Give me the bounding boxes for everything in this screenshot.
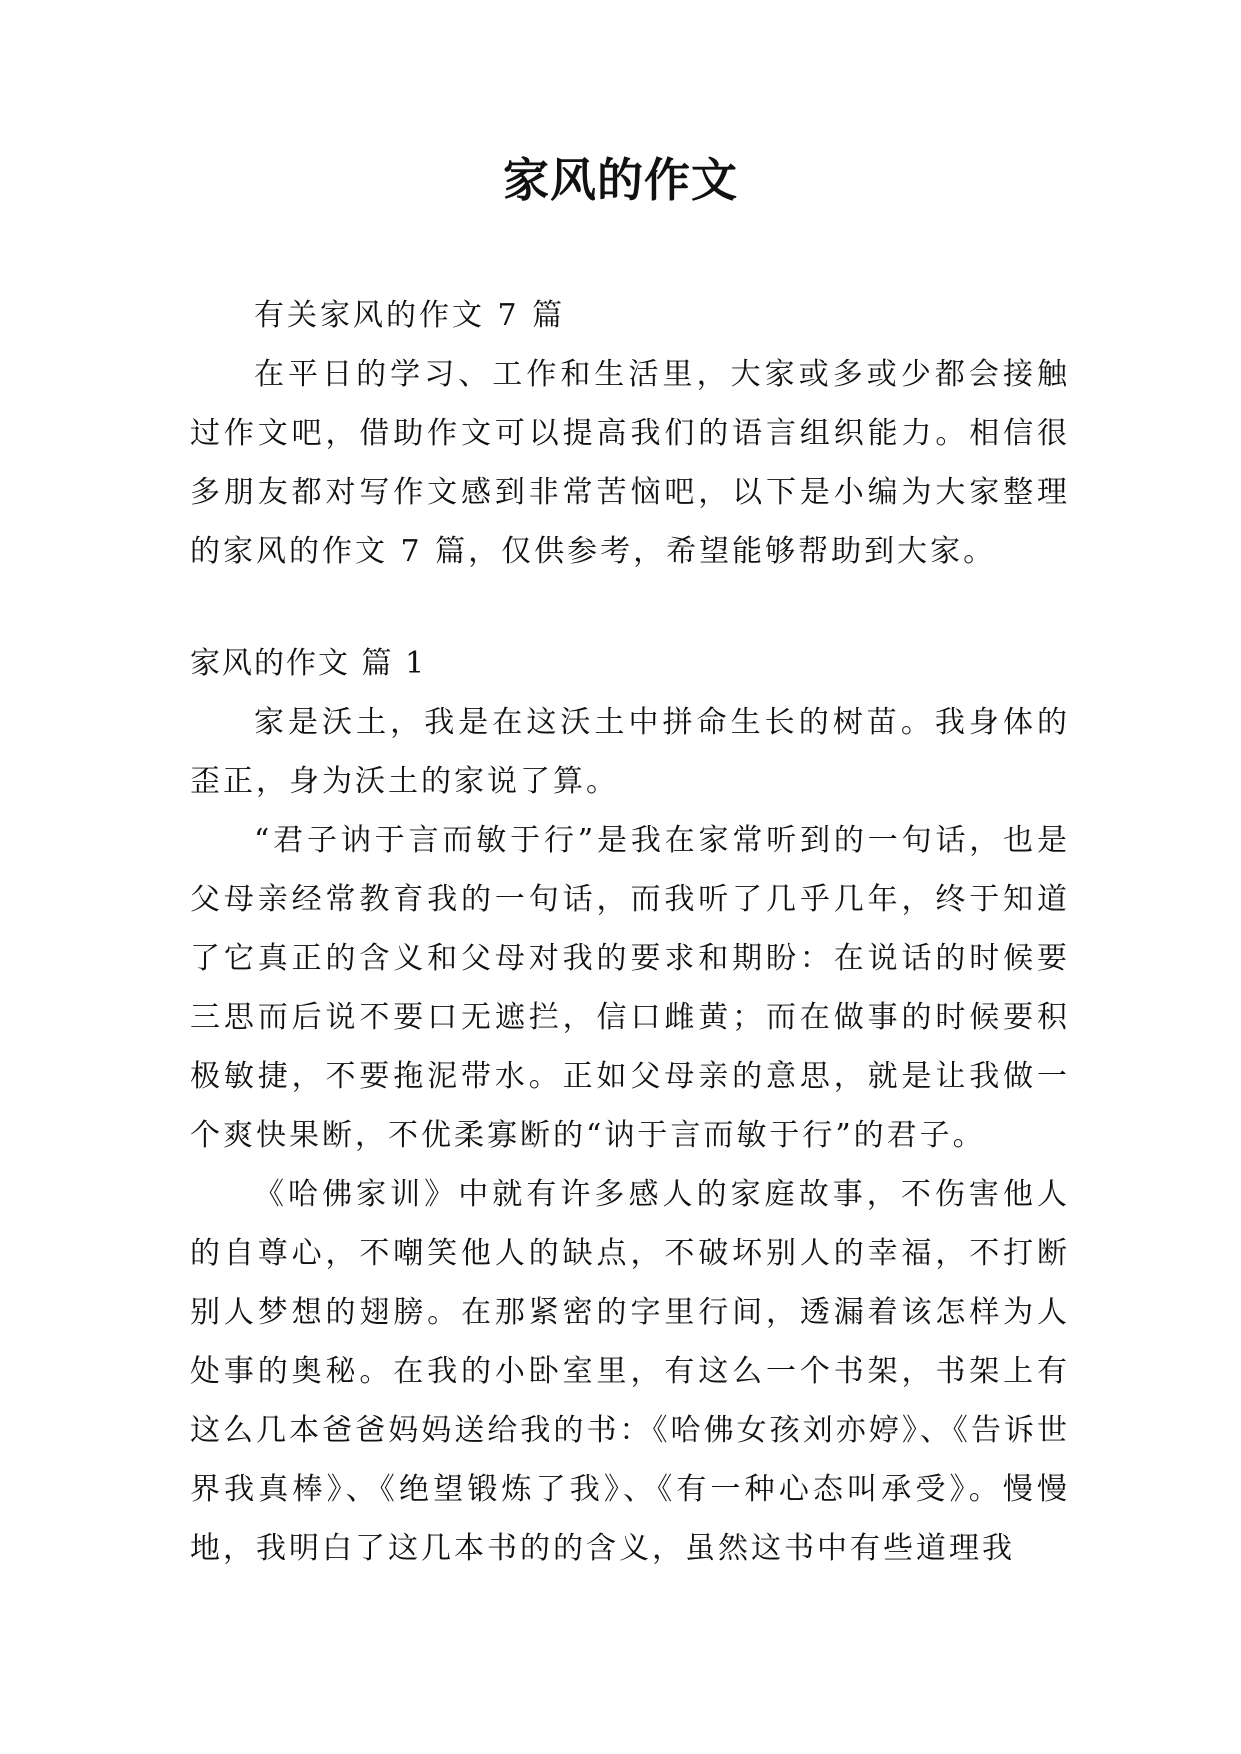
body-paragraph: 《哈佛家训》中就有许多感人的家庭故事，不伤害他人的自尊心，不嘲笑他人的缺点，不破坏别人的幸福，不打断别人梦想的翅膀。在那紧密的字里行间，透漏着该怎样为人处事的奥秘。在我的小卧室里，有这么一个书架，书架上有这么几本爸爸妈妈送给我的书：《哈佛女孩刘亦婷》、《告诉世界我真棒》、《绝望锻炼了我》、《有一种心态叫承受》。慢慢地，我明白了这几本书的的含义，虽然这书中有些道理我	[190, 1177, 1070, 1566]
intro-paragraph: 在平日的学习、工作和生活里，大家或多或少都会接触过作文吧，借助作文可以提高我们的语言组织能力。相信很多朋友都对写作文感到非常苦恼吧，以下是小编为大家整理的家风的作文 7 篇，仅供参考，希望能够帮助到大家。	[190, 357, 1070, 569]
document-title: 家风的作文	[503, 153, 738, 207]
document-subtitle: 有关家风的作文 7 篇	[254, 298, 566, 333]
body-paragraph: “君子讷于言而敏于行”是我在家常听到的一句话，也是父母亲经常教育我的一句话，而我听了几乎几年，终于知道了它真正的含义和父母对我的要求和期盼：在说话的时候要三思而后说不要口无遮拦，信口雌黄；而在做事的时候要积极敏捷，不要拖泥带水。正如父母亲的意思，就是让我做一个爽快果断，不优柔寡断的“讷于言而敏于行”的君子。	[190, 823, 1070, 1153]
body-paragraph: 家是沃土，我是在这沃土中拼命生长的树苗。我身体的歪正，身为沃土的家说了算。	[190, 705, 1070, 799]
section-heading: 家风的作文 篇 1	[190, 646, 427, 681]
